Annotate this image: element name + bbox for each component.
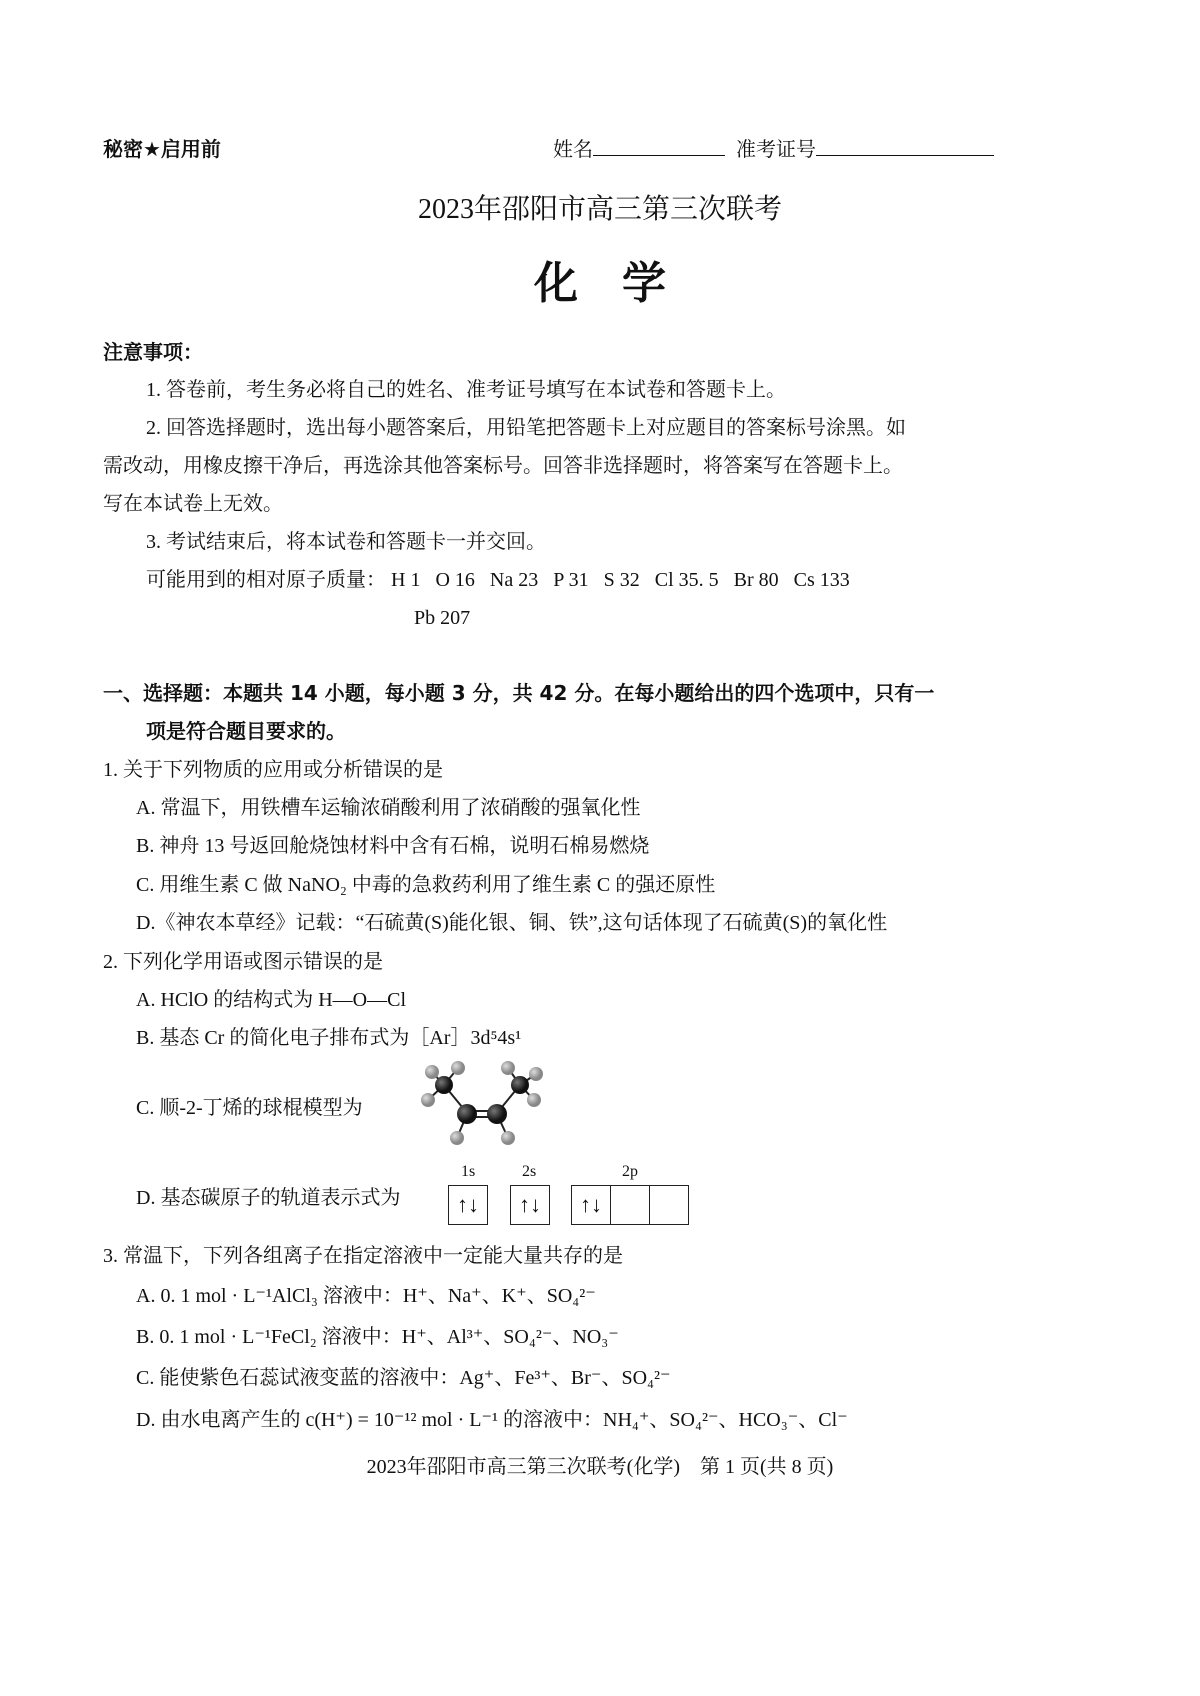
confidential-label: 秘密★启用前 [103, 137, 221, 161]
option-2c: C. 顺-2-丁烯的球棍模型为 [136, 1097, 363, 1119]
option-1c: C. 用维生素 C 做 NaNO₂ 中毒的急救药利用了维生素 C 的强还原性 [136, 874, 716, 896]
mass: Pb 207 [414, 607, 471, 629]
note-item: 需改动，用橡皮擦干净后，再选涂其他答案标号。回答非选择题时，将答案写在答题卡上。 [103, 455, 903, 477]
subject-title: 化 学 [534, 258, 666, 309]
notes-heading: 注意事项： [103, 340, 203, 364]
orbital-box-2p [571, 1185, 689, 1225]
question-3-stem: 3. 常温下，下列各组离子在指定溶液中一定能大量共存的是 [103, 1245, 623, 1267]
orbital-label-2s: 2s [522, 1163, 537, 1180]
option-1b: B. 神舟 13 号返回舱烧蚀材料中含有石棉，说明石棉易燃烧 [136, 835, 650, 857]
mass: P 31 [553, 569, 589, 591]
mass: Cl 35. 5 [654, 569, 719, 591]
orbital-box-1s [448, 1185, 488, 1225]
mass: Cs 133 [793, 569, 850, 591]
option-3d: D. 由水电离产生的 c(H⁺) = 10⁻¹² mol · L⁻¹ 的溶液中：NH₄⁺、SO₄²⁻、HCO₃⁻、Cl⁻ [136, 1409, 848, 1431]
name-blank[interactable] [593, 137, 725, 156]
mass: O 16 [435, 569, 475, 591]
name-label: 姓名 [553, 139, 593, 161]
mass: S 32 [603, 569, 640, 591]
up-down-arrows-icon: ↑↓ [457, 1192, 479, 1217]
up-down-arrows-icon: ↑↓ [519, 1192, 541, 1217]
section-heading: 一、选择题：本题共 14 小题，每小题 3 分，共 42 分。在每小题给出的四个选项中，只有一 [103, 681, 935, 705]
id-blank[interactable] [816, 137, 994, 156]
note-item: 2. 回答选择题时，选出每小题答案后，用铅笔把答题卡上对应题目的答案标号涂黑。如 [146, 417, 906, 439]
orbital-box-2s [510, 1185, 550, 1225]
section-heading-cont: 项是符合题目要求的。 [146, 719, 346, 743]
mass: H 1 [391, 569, 421, 591]
question-2-stem: 2. 下列化学用语或图示错误的是 [103, 951, 383, 973]
name-field[interactable] [553, 137, 994, 162]
exam-title: 2023年邵阳市高三第三次联考 [417, 194, 782, 225]
note-item: 3. 考试结束后，将本试卷和答题卡一并交回。 [146, 531, 546, 553]
option-2d: D. 基态碳原子的轨道表示式为 [136, 1187, 401, 1209]
option-2b: B. 基态 Cr 的简化电子排布式为［Ar］3d⁵4s¹ [136, 1027, 522, 1049]
up-down-arrows-icon: ↑↓ [572, 1186, 611, 1224]
option-3b: B. 0. 1 mol · L⁻¹FeCl₂ 溶液中：H⁺、Al³⁺、SO₄²⁻、NO₃⁻ [136, 1326, 619, 1348]
question-1-stem: 1. 关于下列物质的应用或分析错误的是 [103, 759, 443, 781]
id-label: 准考证号 [736, 139, 816, 161]
note-item: 写在本试卷上无效。 [103, 493, 283, 515]
note-item: 1. 答卷前，考生务必将自己的姓名、准考证号填写在本试卷和答题卡上。 [146, 379, 786, 401]
masses-label: 可能用到的相对原子质量： [146, 569, 386, 591]
option-3a: A. 0. 1 mol · L⁻¹AlCl₃ 溶液中：H⁺、Na⁺、K⁺、SO₄²⁻ [136, 1285, 596, 1307]
page-footer: 2023年邵阳市高三第三次联考(化学) 第 1 页(共 8 页) [366, 1456, 834, 1478]
mass: Br 80 [733, 569, 779, 591]
option-3c: C. 能使紫色石蕊试液变蓝的溶液中：Ag⁺、Fe³⁺、Br⁻、SO₄²⁻ [136, 1367, 671, 1389]
cis-2-butene-ball-stick-model [412, 1060, 552, 1150]
option-1d: D.《神农本草经》记载：“石硫黄(S)能化银、铜、铁”,这句话体现了石硫黄(S)的氧化性 [136, 912, 888, 934]
option-2a: A. HClO 的结构式为 H—O—Cl [136, 989, 407, 1011]
mass: Na 23 [489, 569, 539, 591]
option-1a: A. 常温下，用铁槽车运输浓硝酸利用了浓硝酸的强氧化性 [136, 797, 641, 819]
orbital-label-2p: 2p [622, 1163, 638, 1180]
orbital-label-1s: 1s [461, 1163, 476, 1180]
atomic-masses [146, 568, 850, 592]
